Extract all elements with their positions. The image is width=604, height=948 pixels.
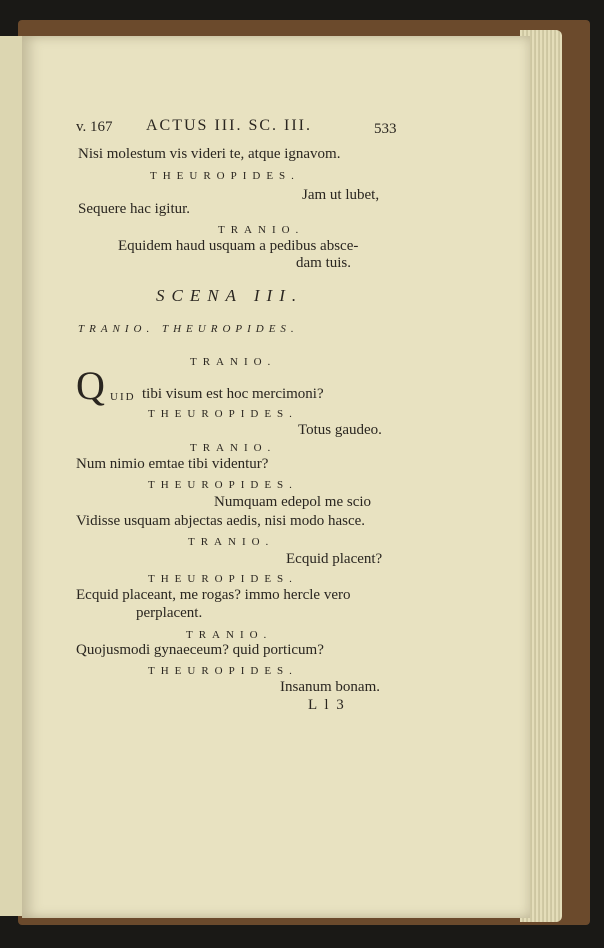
speaker-name: TRANIO. — [188, 536, 275, 548]
speaker-name: THEUROPIDES. — [148, 408, 298, 420]
verse-reference: v. 167 — [76, 119, 113, 135]
speaker-name: TRANIO. — [190, 356, 277, 368]
verse-line: Ecquid placeant, me rogas? immo hercle vero — [76, 587, 351, 603]
signature-mark: L l 3 — [308, 697, 346, 713]
speaker-name: TRANIO. — [186, 629, 273, 641]
speaker-name: THEUROPIDES. — [148, 573, 298, 585]
verse-line: perplacent. — [136, 605, 203, 621]
verse-line: Numquam edepol me scio — [214, 494, 372, 510]
book-page — [22, 36, 530, 918]
verse-line: Equidem haud usquam a pedibus absce- — [118, 238, 359, 254]
verse-line: Insanum bonam. — [280, 679, 380, 695]
speaker-name: TRANIO. — [190, 442, 277, 454]
speaker-name: THEUROPIDES. — [148, 479, 298, 491]
verse-line: Jam ut lubet, — [302, 187, 380, 203]
verse-line: Totus gaudeo. — [298, 422, 382, 438]
scene-title: SCENA III. — [156, 286, 304, 305]
speaker-name: TRANIO. — [218, 224, 305, 236]
verse-line: Num nimio emtae tibi videntur? — [76, 456, 269, 472]
verse-line-start: UID — [110, 391, 136, 403]
running-head: ACTUS III. SC. III. — [146, 117, 312, 134]
left-page-edge — [0, 36, 23, 916]
scene-persons: TRANIO. THEUROPIDES. — [78, 323, 299, 335]
verse-line: Ecquid placent? — [286, 551, 383, 567]
speaker-name: THEUROPIDES. — [148, 665, 298, 677]
page-number: 533 — [374, 121, 397, 137]
verse-line: Vidisse usquam abjectas aedis, nisi modo hasce. — [76, 513, 366, 529]
verse-line: Quojusmodi gynaeceum? quid porticum? — [76, 642, 324, 658]
verse-line: Sequere hac igitur. — [78, 201, 191, 217]
verse-line: Nisi molestum vis videri te, atque ignavom. — [78, 146, 341, 162]
drop-cap: Q — [76, 363, 105, 408]
verse-line: tibi visum est hoc mercimoni? — [142, 386, 324, 402]
verse-line: dam tuis. — [296, 255, 351, 271]
speaker-name: THEUROPIDES. — [150, 170, 300, 182]
